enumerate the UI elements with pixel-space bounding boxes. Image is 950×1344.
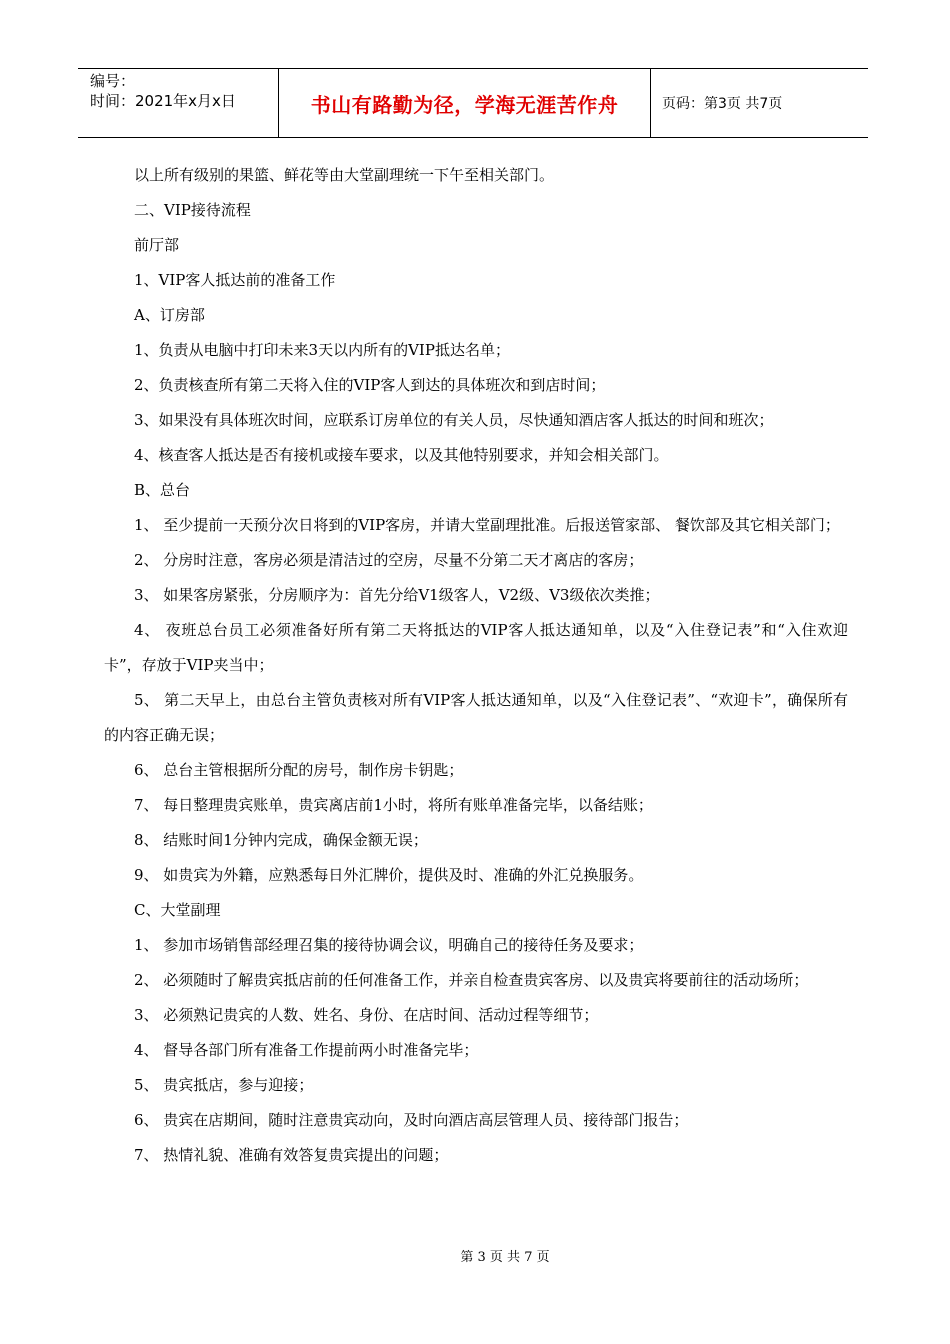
motto-text: 书山有路勤为径，学海无涯苦作舟 [310, 92, 619, 117]
list-item: 4、核查客人抵达是否有接机或接车要求，以及其他特别要求，并知会相关部门。 [134, 446, 669, 464]
list-item: 1、负责从电脑中打印未来3天以内所有的VIP抵达名单； [134, 341, 510, 359]
paragraph: 以上所有级别的果篮、鲜花等由大堂副理统一下午至相关部门。 [134, 166, 555, 184]
list-item: 3、如果没有具体班次时间，应联系订房单位的有关人员，尽快通知酒店客人抵达的时间和班次； [134, 411, 774, 429]
header-page-info [651, 69, 868, 137]
document-body [104, 158, 848, 1173]
list-item: 4、 夜班总台员工必须准备好所有第二天将抵达的VIP客人抵达通知单，以及“入住登记表”和“入住欢迎卡”，存放于VIP夹当中； [104, 621, 848, 674]
page-header [78, 68, 868, 138]
list-item: 3、 如果客房紧张，分房顺序为：首先分给V1级客人，V2级、V3级依次类推； [134, 586, 660, 604]
list-item: 7、 热情礼貌、准确有效答复贵宾提出的问题； [134, 1146, 449, 1164]
department-heading: 前厅部 [134, 236, 180, 254]
list-item: 6、 贵宾在店期间，随时注意贵宾动向，及时向酒店高层管理人员、接待部门报告； [134, 1111, 689, 1129]
page-footer [0, 1246, 950, 1265]
header-meta [78, 69, 279, 137]
list-item: 5、 贵宾抵店，参与迎接； [134, 1076, 314, 1094]
subsection-heading: 1、VIP客人抵达前的准备工作 [134, 271, 336, 289]
list-item: 1、 至少提前一天预分次日将到的VIP客房，并请大堂副理批准。后报送管家部、 餐饮部及其它相关部门； [134, 516, 840, 534]
unit-heading: A、订房部 [134, 306, 205, 324]
list-item: 6、 总台主管根据所分配的房号，制作房卡钥匙； [134, 761, 464, 779]
list-item: 1、 参加市场销售部经理召集的接待协调会议，明确自己的接待任务及要求； [134, 936, 644, 954]
list-item: 8、 结账时间1分钟内完成，确保金额无误； [134, 831, 428, 849]
page-label: 页码：第3页 共7页 [662, 96, 783, 112]
list-item: 2、负责核查所有第二天将入住的VIP客人到达的具体班次和到店时间； [134, 376, 606, 394]
section-heading: 二、VIP接待流程 [134, 201, 251, 219]
list-item: 2、 分房时注意，客房必须是清洁过的空房，尽量不分第二天才离店的客房； [134, 551, 644, 569]
list-item: 5、 第二天早上，由总台主管负责核对所有VIP客人抵达通知单，以及“入住登记表”、“欢迎卡”，确保所有的内容正确无误； [104, 691, 848, 744]
header-motto [279, 69, 651, 137]
list-item: 3、 必须熟记贵宾的人数、姓名、身份、在店时间、活动过程等细节； [134, 1006, 599, 1024]
code-label: 编号： [90, 72, 136, 90]
list-item: 2、 必须随时了解贵宾抵店前的任何准备工作，并亲自检查贵宾客房、以及贵宾将要前往的活动场所； [134, 971, 809, 989]
list-item: 9、 如贵宾为外籍，应熟悉每日外汇牌价，提供及时、准确的外汇兑换服务。 [134, 866, 644, 884]
date-label: 时间：2021年x月x日 [90, 92, 236, 110]
unit-heading: B、总台 [134, 481, 191, 499]
unit-heading: C、大堂副理 [134, 901, 221, 919]
list-item: 4、 督导各部门所有准备工作提前两小时准备完毕； [134, 1041, 479, 1059]
footer-page-number: 第 3 页 共 7 页 [460, 1250, 550, 1265]
list-item: 7、 每日整理贵宾账单，贵宾离店前1小时，将所有账单准备完毕，以备结账； [134, 796, 653, 814]
